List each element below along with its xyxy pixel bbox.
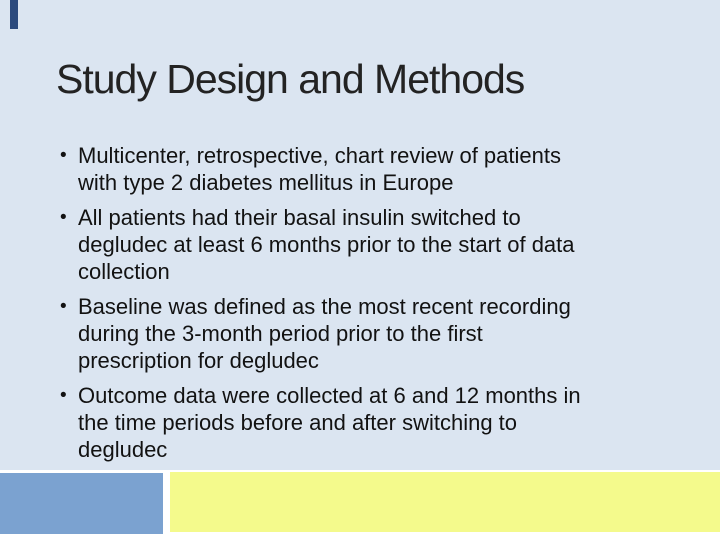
bullet-line: Baseline was defined as the most recent recording [78, 294, 571, 319]
bullet-line: during the 3-month period prior to the first [78, 321, 483, 346]
bullet-line: with type 2 diabetes mellitus in Europe [78, 170, 454, 195]
bullet-line: collection [78, 259, 170, 284]
bullet-marker-icon: • [60, 296, 67, 317]
bullet-item [60, 142, 676, 196]
footer-accent-yellow-block [170, 472, 720, 532]
slide-title: Study Design and Methods [56, 56, 525, 102]
bullet-line: Outcome data were collected at 6 and 12 months in [78, 383, 581, 408]
bullet-line: degludec at least 6 months prior to the start of data [78, 232, 575, 257]
bullet-text [78, 293, 676, 374]
bullet-marker-icon: • [60, 207, 67, 228]
bullet-line: degludec [78, 437, 168, 462]
bullet-text [78, 142, 676, 196]
bullet-text [78, 204, 676, 285]
bullet-item [60, 204, 676, 285]
bullet-line: All patients had their basal insulin switched to [78, 205, 521, 230]
bullet-item [60, 382, 676, 463]
bullet-list [60, 142, 676, 471]
accent-flag-bar [10, 0, 18, 29]
bullet-line: Multicenter, retrospective, chart review of patients [78, 143, 561, 168]
bullet-marker-icon: • [60, 145, 67, 166]
footer-accent-blue-block [0, 473, 163, 534]
bullet-item [60, 293, 676, 374]
bullet-text [78, 382, 676, 463]
bullet-line: the time periods before and after switching to [78, 410, 518, 435]
bullet-marker-icon: • [60, 385, 67, 406]
bullet-line: prescription for degludec [78, 348, 319, 373]
